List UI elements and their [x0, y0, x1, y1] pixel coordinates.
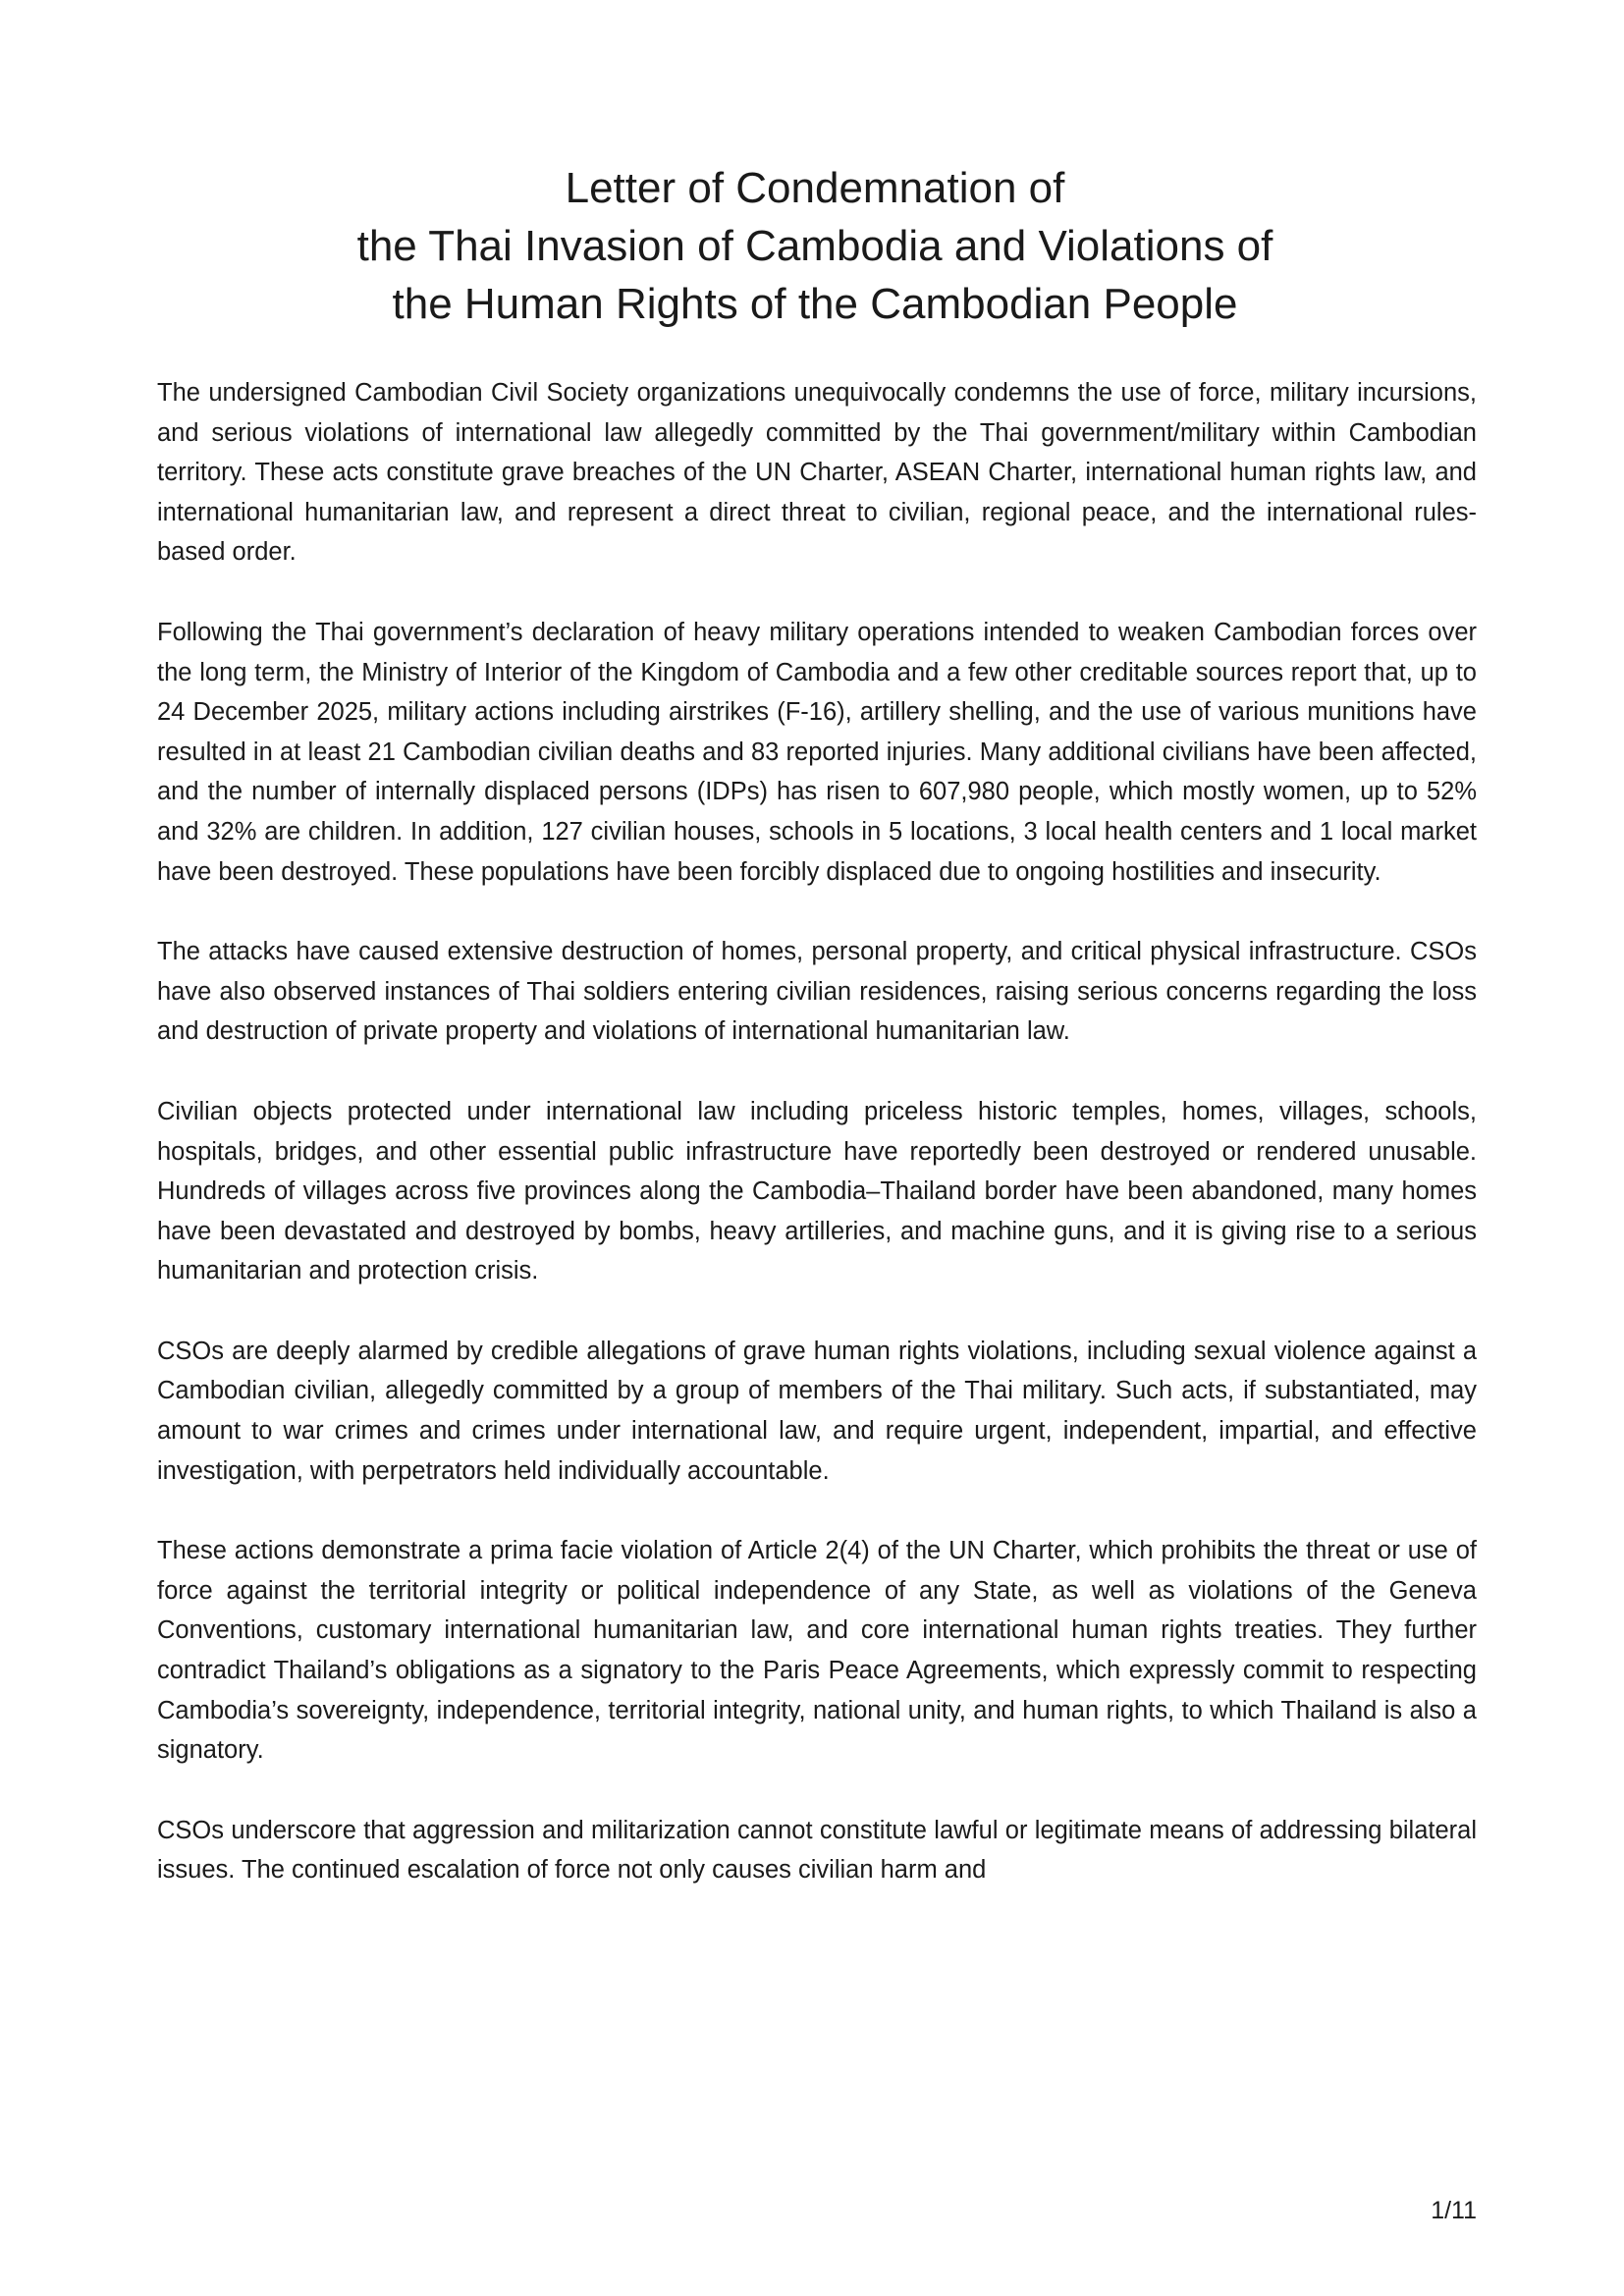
- paragraph-aggression: CSOs underscore that aggression and militarization cannot constitute lawful or legitimate means of addressing bilateral issues. The continued escalation of force not only causes civilian harm and: [157, 1816, 1477, 1885]
- document-title: [157, 159, 1473, 333]
- paragraph-destruction: The attacks have caused extensive destruction of homes, personal property, and critical physical infrastructure. CSOs have also observed instances of Thai soldiers entering civilian residences, raising serious concerns regarding the loss and destruction of private property and violations of international humanitarian law.: [157, 938, 1477, 1046]
- paragraph-human-rights-violations: CSOs are deeply alarmed by credible allegations of grave human rights violations, including sexual violence against a Cambodian civilian, allegedly committed by a group of members of the Thai military. Such acts, if substantiated, may amount to war crimes and crimes under international law, and require urgent, independent, impartial, and effective investigation, with perpetrators held individually accountable.: [157, 1337, 1477, 1485]
- page-number: 1/11: [1431, 2197, 1477, 2224]
- paragraph-legal-violations: These actions demonstrate a prima facie violation of Article 2(4) of the UN Charter, which prohibits the threat or use of force against the territorial integrity or political independence of any State, as well as violations of the Geneva Conventions, customary international humanitarian law, and core international human rights treaties. They further contradict Thailand’s obligations as a signatory to the Paris Peace Agreements, which expressly commit to respecting Cambodia’s sovereignty, independence, territorial integrity, national unity, and human rights, to which Thailand is also a signatory.: [157, 1537, 1477, 1765]
- title-line-3: the Human Rights of the Cambodian People: [392, 280, 1238, 328]
- paragraph-intro: The undersigned Cambodian Civil Society organizations unequivocally condemns the use of force, military incursions, and serious violations of international law allegedly committed by the Thai government/military within Cambodian territory. These acts constitute grave breaches of the UN Charter, ASEAN Charter, international human rights law, and international humanitarian law, and represent a direct threat to civilian, regional peace, and the international rules-based order.: [157, 379, 1477, 567]
- title-line-1: Letter of Condemnation of: [565, 164, 1065, 212]
- document-body: [157, 373, 1477, 1931]
- title-line-2: the Thai Invasion of Cambodia and Violations of: [356, 222, 1273, 270]
- paragraph-civilian-objects: Civilian objects protected under international law including priceless historic temples, homes, villages, schools, hospitals, bridges, and other essential public infrastructure have reportedly been destroyed or rendered unusable. Hundreds of villages across five provinces along the Cambodia–Thailand border have been abandoned, many homes have been devastated and destroyed by bombs, heavy artilleries, and machine guns, and it is giving rise to a serious humanitarian and protection crisis.: [157, 1097, 1477, 1285]
- paragraph-casualties: Following the Thai government’s declaration of heavy military operations intended to weaken Cambodian forces over the long term, the Ministry of Interior of the Kingdom of Cambodia and a few other creditable sources report that, up to 24 December 2025, military actions including airstrikes (F-16), artillery shelling, and the use of various munitions have resulted in at least 21 Cambodian civilian deaths and 83 reported injuries. Many additional civilians have been affected, and the number of internally displaced persons (IDPs) has risen to 607,980 people, which mostly women, up to 52% and 32% are children. In addition, 127 civilian houses, schools in 5 locations, 3 local health centers and 1 local market have been destroyed. These populations have been forcibly displaced due to ongoing hostilities and insecurity.: [157, 618, 1477, 886]
